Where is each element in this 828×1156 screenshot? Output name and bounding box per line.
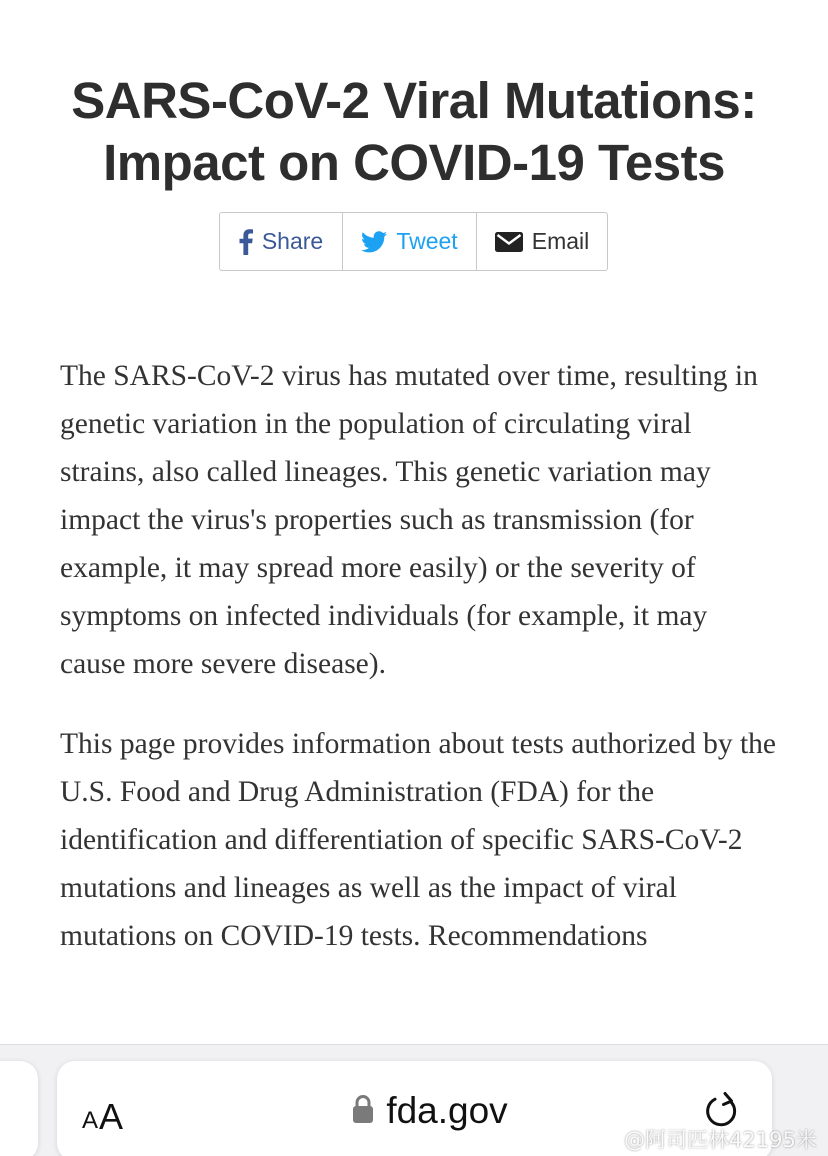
text-size-large-letter: A (99, 1096, 124, 1137)
weibo-icon (586, 1123, 620, 1154)
previous-tab-edge[interactable] (0, 1061, 38, 1156)
facebook-icon (239, 229, 253, 255)
page-title (0, 70, 828, 194)
page-settings-button[interactable] (82, 1089, 142, 1137)
watermark-text: @阿司匹林42195米 (624, 1127, 817, 1152)
facebook-share-button[interactable] (220, 213, 342, 270)
share-buttons (219, 212, 608, 271)
url-field[interactable] (300, 1085, 560, 1137)
envelope-icon (495, 232, 523, 252)
page-title-line-2: Impact on COVID-19 Tests (103, 134, 725, 192)
article-paragraph-1: The SARS-CoV-2 virus has mutated over time, resulting in genetic variation in the population of circulating viral strains, also called lineages. This genetic variation may impact the virus's properties such as transmission (for example, it may spread more easily) or the severity of symptoms on infected individuals (for example, it may cause more severe disease). (60, 360, 758, 680)
twitter-tweet-label: Tweet (396, 228, 458, 254)
article-paragraph-2: This page provides information about tests authorized by the U.S. Food and Drug Administration (FDA) for the identification and differentiation of specific SARS-CoV-2 mutations and lineages as well as the impact of viral mutations on COVID-19 tests. Recommendations (60, 728, 777, 952)
lock-icon (352, 1094, 374, 1129)
twitter-icon (361, 231, 387, 253)
article-body (60, 352, 780, 992)
twitter-tweet-button[interactable] (342, 213, 476, 270)
url-text: fda.gov (386, 1090, 508, 1131)
page-title-line-1: SARS-CoV-2 Viral Mutations: (71, 72, 757, 130)
facebook-share-label: Share (261, 228, 324, 254)
email-share-button[interactable] (476, 213, 607, 270)
email-share-label: Email (531, 228, 590, 254)
text-size-small-letter: A (82, 1107, 99, 1134)
watermark (586, 1123, 817, 1154)
